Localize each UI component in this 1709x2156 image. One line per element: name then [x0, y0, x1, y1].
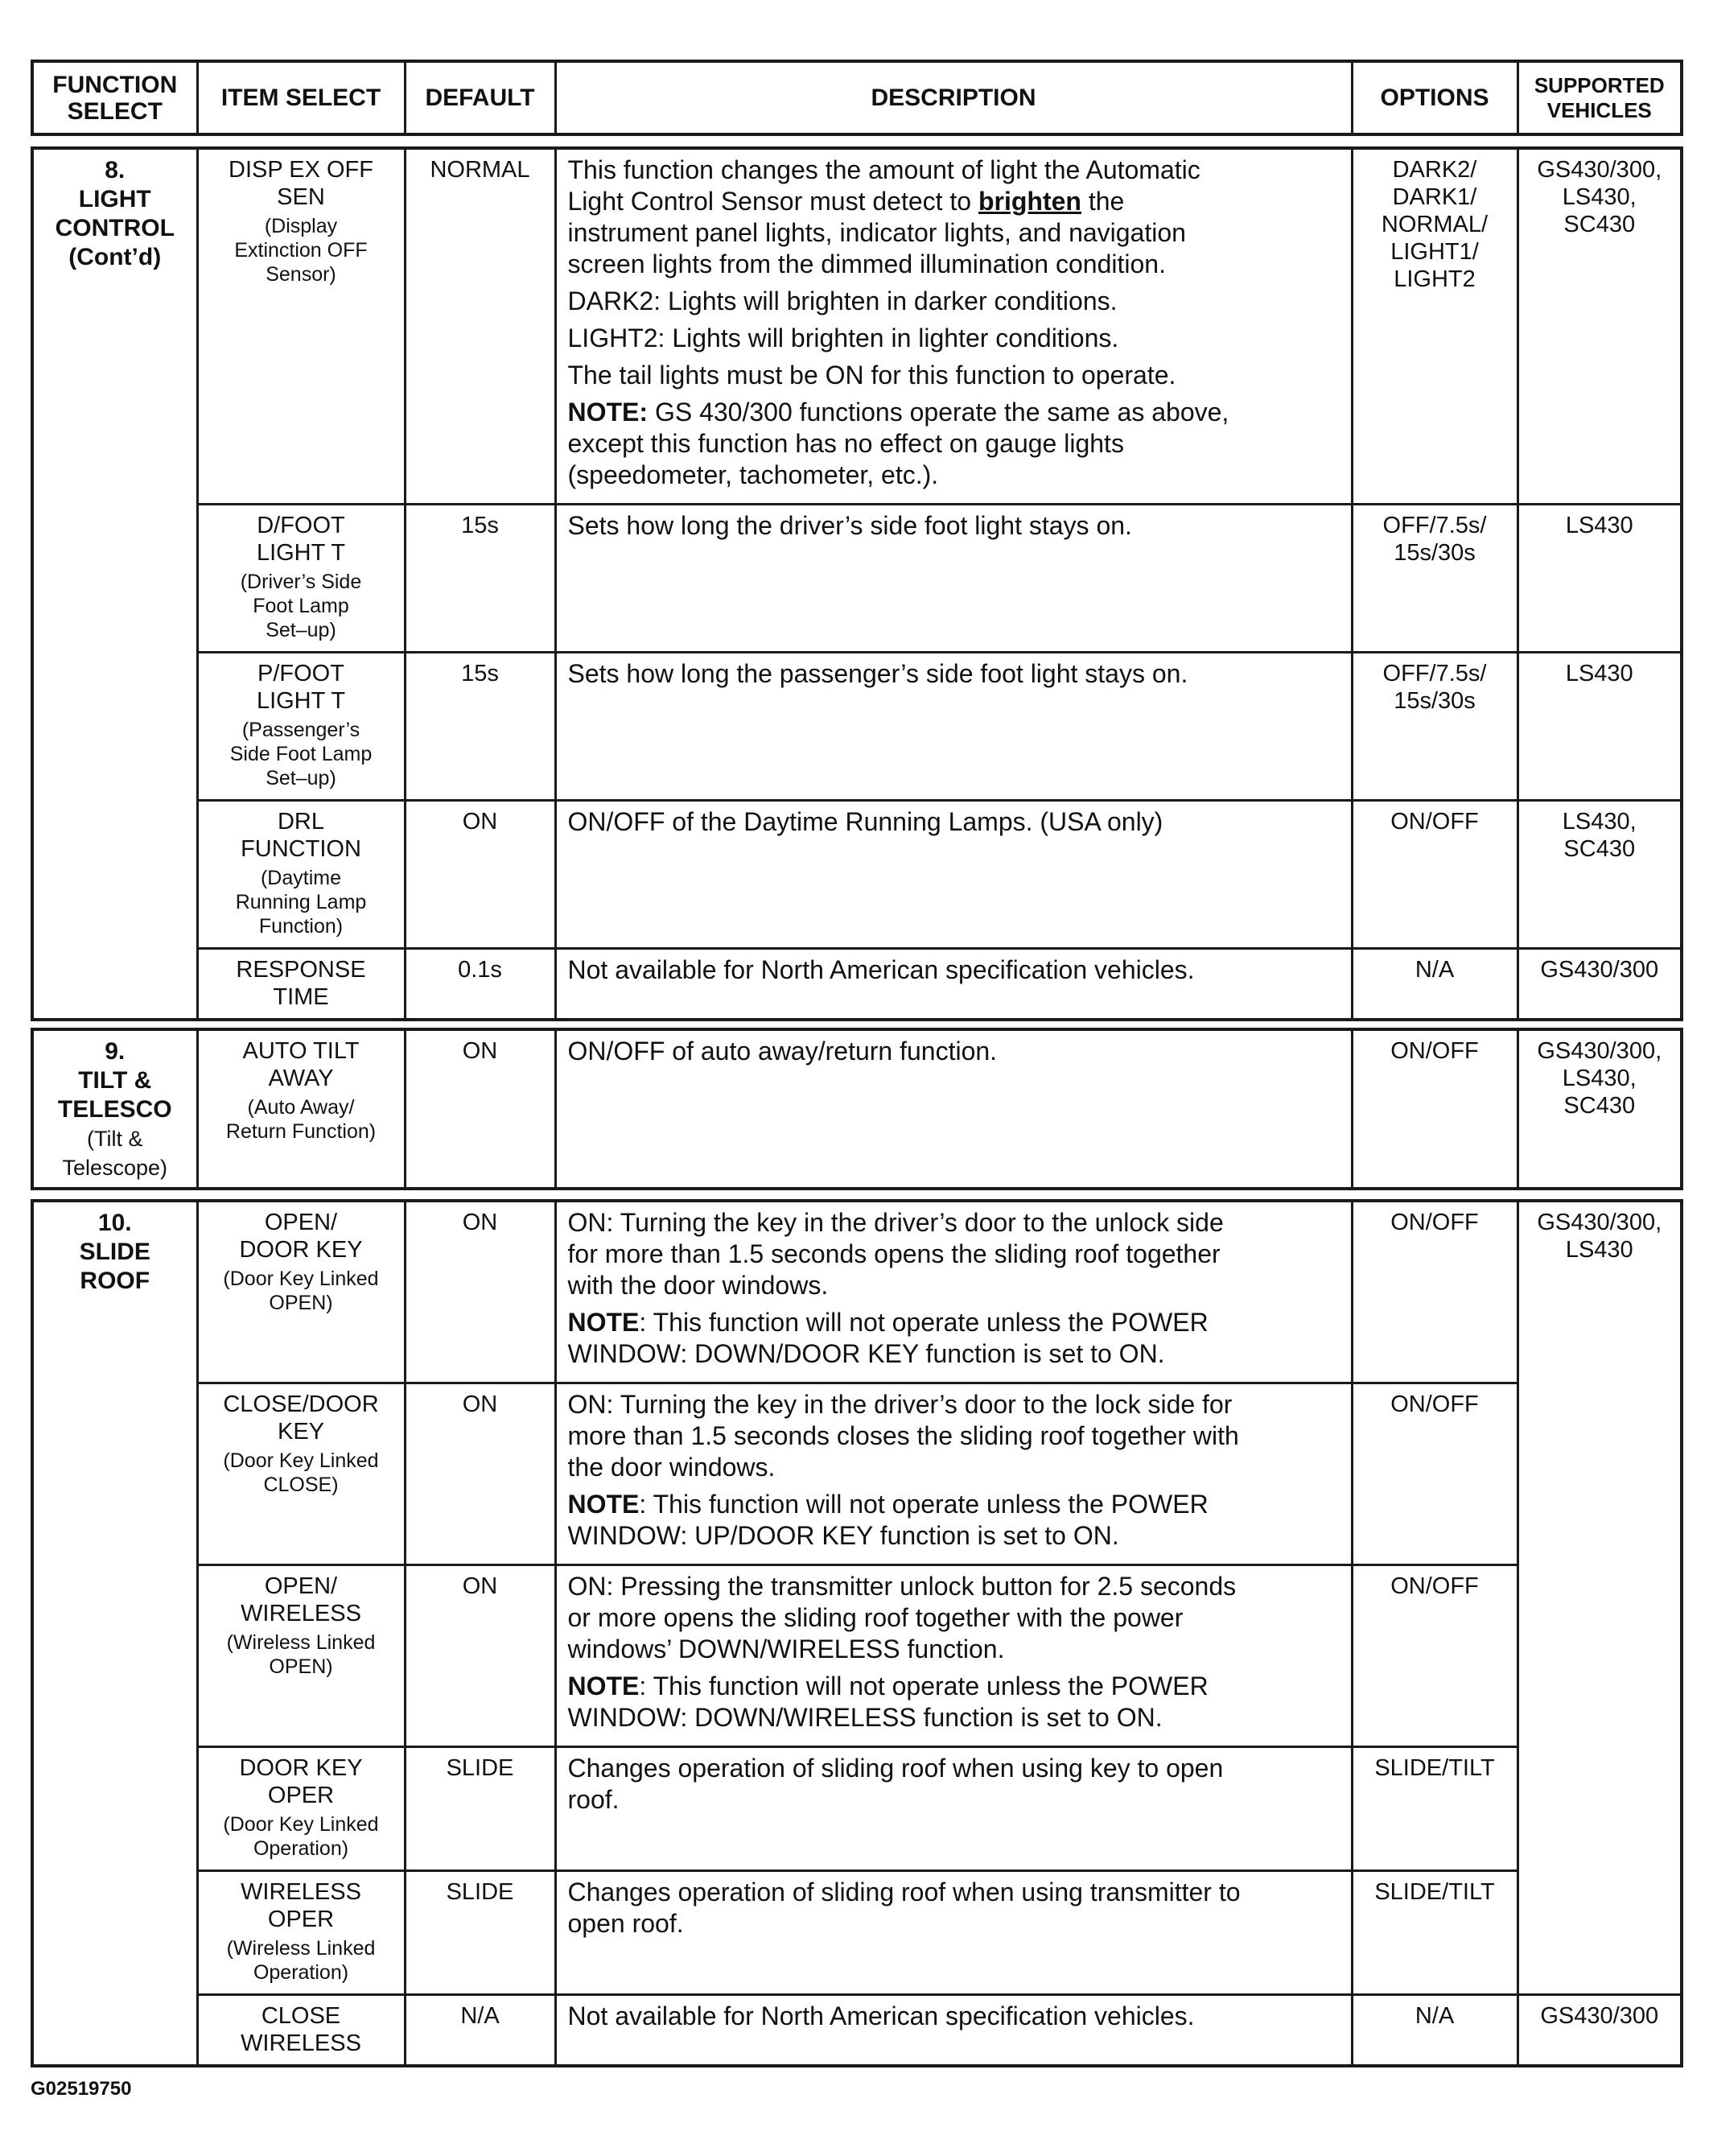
table-row: [32, 148, 1682, 505]
default-cell: SLIDE: [405, 1871, 555, 1995]
vehicles-cell: GS430/300: [1518, 949, 1682, 1020]
options-cell: OFF/7.5s/ 15s/30s: [1352, 505, 1518, 653]
description-cell: ON: Turning the key in the driver’s door to the unlock side for more than 1.5 seconds opens the sliding roof together with the door windows. NOTE: This function will not operate unless the POWER WINDOW: DOWN/DOOR KEY function is set to ON.: [555, 1201, 1352, 1383]
figure-id: G02519750: [31, 2078, 132, 2100]
options-cell: ON/OFF: [1352, 1565, 1518, 1747]
description-cell: Not available for North American specification vehicles.: [555, 1995, 1352, 2066]
default-cell: 0.1s: [405, 949, 555, 1020]
note-label: NOTE: [567, 1308, 640, 1337]
description-cell: Changes operation of sliding roof when using key to open roof.: [555, 1747, 1352, 1871]
options-cell: ON/OFF: [1352, 801, 1518, 949]
vehicles-cell: GS430/300: [1518, 1995, 1682, 2066]
description-cell: ON/OFF of auto away/return function.: [555, 1029, 1352, 1189]
section-slide-roof: [31, 1199, 1683, 2067]
table-row: [32, 653, 1682, 801]
header-item-select: ITEM SELECT: [197, 61, 405, 134]
header-function-select: FUNCTION SELECT: [32, 61, 197, 134]
item-select-cell: DISP EX OFF SEN (Display Extinction OFF Sensor): [197, 148, 405, 505]
default-cell: NORMAL: [405, 148, 555, 505]
table-row: [32, 505, 1682, 653]
table-row: [32, 1747, 1682, 1871]
item-select-cell: CLOSE/DOOR KEY (Door Key Linked CLOSE): [197, 1383, 405, 1565]
table-row: [32, 1201, 1682, 1383]
item-select-cell: OPEN/ DOOR KEY (Door Key Linked OPEN): [197, 1201, 405, 1383]
item-select-cell: WIRELESS OPER (Wireless Linked Operation): [197, 1871, 405, 1995]
header-supported-vehicles: SUPPORTED VEHICLES: [1518, 61, 1682, 134]
description-cell: Sets how long the passenger’s side foot light stays on.: [555, 653, 1352, 801]
table-row: [32, 1029, 1682, 1189]
section-light-control: [31, 146, 1683, 1021]
item-select-cell: CLOSE WIRELESS: [197, 1995, 405, 2066]
options-cell: DARK2/ DARK1/ NORMAL/ LIGHT1/ LIGHT2: [1352, 148, 1518, 505]
note-label: NOTE:: [567, 398, 649, 427]
options-cell: SLIDE/TILT: [1352, 1747, 1518, 1871]
options-cell: N/A: [1352, 949, 1518, 1020]
table-row: [32, 1995, 1682, 2066]
default-cell: 15s: [405, 505, 555, 653]
default-cell: ON: [405, 1383, 555, 1565]
table-row: [32, 1871, 1682, 1995]
function-cell: 10. SLIDE ROOF: [32, 1201, 197, 2066]
options-cell: ON/OFF: [1352, 1029, 1518, 1189]
table-row: [32, 949, 1682, 1020]
item-select-cell: D/FOOT LIGHT T (Driver’s Side Foot Lamp Set–up): [197, 505, 405, 653]
vehicles-cell: GS430/300, LS430, SC430: [1518, 148, 1682, 505]
default-cell: ON: [405, 1029, 555, 1189]
header-options: OPTIONS: [1352, 61, 1518, 134]
options-cell: OFF/7.5s/ 15s/30s: [1352, 653, 1518, 801]
description-cell: Sets how long the driver’s side foot light stays on.: [555, 505, 1352, 653]
table-row: [32, 801, 1682, 949]
default-cell: ON: [405, 801, 555, 949]
item-select-cell: DOOR KEY OPER (Door Key Linked Operation): [197, 1747, 405, 1871]
description-cell: Changes operation of sliding roof when using transmitter to open roof.: [555, 1871, 1352, 1995]
item-select-cell: AUTO TILT AWAY (Auto Away/ Return Function): [197, 1029, 405, 1189]
vehicles-cell: LS430: [1518, 653, 1682, 801]
description-cell: ON: Pressing the transmitter unlock button for 2.5 seconds or more opens the sliding roof together with the power windows’ DOWN/WIRELESS function. NOTE: This function will not operate unless the POWER WINDOW: DOWN/WIRELESS function is set to ON.: [555, 1565, 1352, 1747]
vehicles-cell: GS430/300, LS430, SC430: [1518, 1029, 1682, 1189]
options-cell: N/A: [1352, 1995, 1518, 2066]
item-select-cell: OPEN/ WIRELESS (Wireless Linked OPEN): [197, 1565, 405, 1747]
vehicles-cell: LS430, SC430: [1518, 801, 1682, 949]
note-label: NOTE: [567, 1490, 640, 1519]
item-select-cell: RESPONSE TIME: [197, 949, 405, 1020]
default-cell: 15s: [405, 653, 555, 801]
table-row: [32, 1565, 1682, 1747]
table-header: [31, 60, 1683, 136]
default-cell: SLIDE: [405, 1747, 555, 1871]
vehicles-cell: LS430: [1518, 505, 1682, 653]
options-cell: SLIDE/TILT: [1352, 1871, 1518, 1995]
header-description: DESCRIPTION: [555, 61, 1352, 134]
function-cell: 9. TILT & TELESCO (Tilt & Telescope): [32, 1029, 197, 1189]
description-cell: This function changes the amount of light the Automatic Light Control Sensor must detect to brighten the instrument panel lights, indicator lights, and navigation screen lights from the dimmed illumination condition. DARK2: Lights will brighten in darker conditions. LIGHT2: Lights will brighten in lighter conditions. The tail lights must be ON for this function to operate. NOTE: GS 430/300 functions operate the same as above, except this function has no effect on gauge lights (speedometer, tachometer, etc.).: [555, 148, 1352, 505]
header-default: DEFAULT: [405, 61, 555, 134]
note-label: NOTE: [567, 1672, 640, 1700]
vehicles-cell: GS430/300, LS430: [1518, 1201, 1682, 1995]
description-cell: Not available for North American specification vehicles.: [555, 949, 1352, 1020]
options-cell: ON/OFF: [1352, 1383, 1518, 1565]
default-cell: ON: [405, 1201, 555, 1383]
emphasis-brighten: brighten: [978, 187, 1081, 216]
item-select-cell: P/FOOT LIGHT T (Passenger’s Side Foot Lamp Set–up): [197, 653, 405, 801]
section-tilt-telesco: [31, 1028, 1683, 1190]
description-cell: ON/OFF of the Daytime Running Lamps. (USA only): [555, 801, 1352, 949]
default-cell: N/A: [405, 1995, 555, 2066]
default-cell: ON: [405, 1565, 555, 1747]
table-row: [32, 1383, 1682, 1565]
function-cell: 8. LIGHT CONTROL (Cont’d): [32, 148, 197, 1020]
item-select-cell: DRL FUNCTION (Daytime Running Lamp Function): [197, 801, 405, 949]
description-cell: ON: Turning the key in the driver’s door to the lock side for more than 1.5 seconds closes the sliding roof together with the door windows. NOTE: This function will not operate unless the POWER WINDOW: UP/DOOR KEY function is set to ON.: [555, 1383, 1352, 1565]
options-cell: ON/OFF: [1352, 1201, 1518, 1383]
